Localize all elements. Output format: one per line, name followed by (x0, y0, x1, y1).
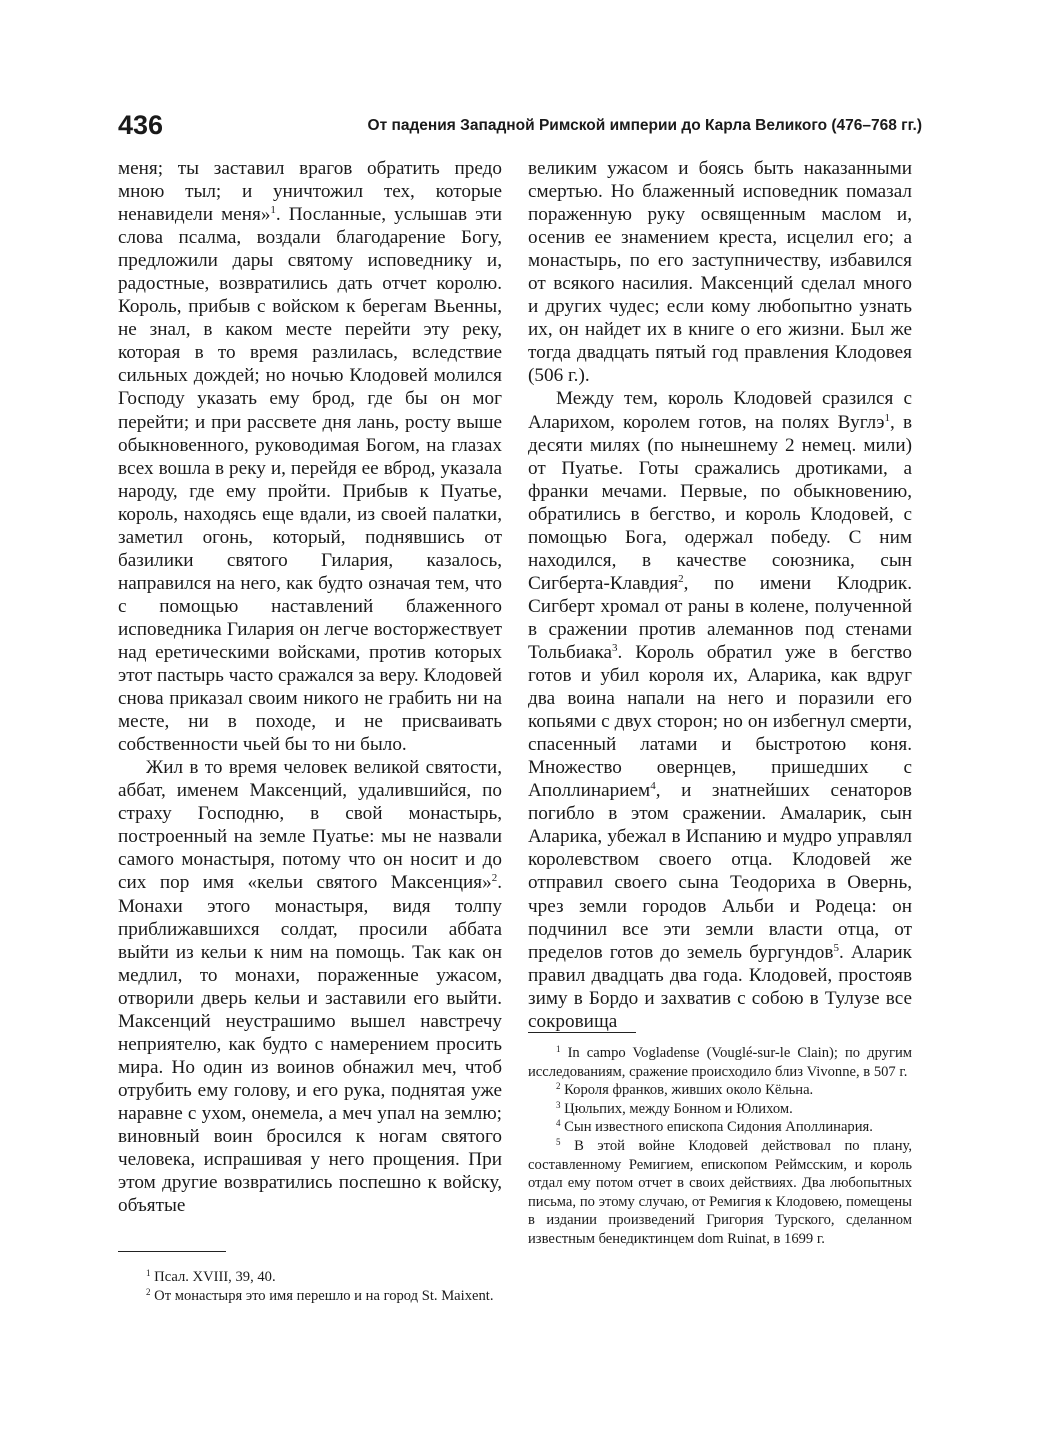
paragraph-text: , в десяти милях (по нынешнему 2 немец. мили) от Пуатье. Готы сражались дротиками, а франки мечами. Первые, по обыкновению, обратились в бегство, и король Клодовей, с помощью Бога, одержал победу. С ним находился, в качестве союзника, сын Сигберта-Клавдия (528, 411, 912, 594)
footnote-number: 1 (556, 1044, 561, 1054)
footnote (528, 1118, 912, 1137)
footnote (528, 1081, 912, 1100)
footnote-number: 5 (556, 1136, 561, 1147)
paragraph-text: великим ужасом и боясь быть наказанными смертью. Но блаженный исповедник помазал пораженную руку освященным маслом и, осенив ее знамением креста, исцелил его; а монастырь, по его заступничеству, избавился от всякого насилия. Максенций сделал много и других чудес; если кому любопытно узнать их, он найдет их в книге о его жизни. Был же тогда двадцать пятый год правления Клодовея (506 г.). (528, 158, 912, 387)
footnote-ref[interactable]: 4 (650, 780, 656, 793)
paragraph-text: . Посланные, услышав эти слова псалма, воздали благодарение Богу, предложили дары святому исповеднику и, радостные, возвратились дать отчет королю. Король, прибыв с войском к берегам Вьенны, не знал, в каком месте перейти эту реку, которая в то время разлилась, вследствие сильных дождей; но ночью Клодовей молился Господу указать ему брод, где бы он мог перейти; и при рассвете дня лань, росту выше обыкновенного, руководимая Богом, на глазах всех вошла в реку и, перейдя ее вброд, указала народу, где ему пройти. Прибыв к Пуатье, король, находясь еще вдали, из своей палатки, заметил огонь, который, поднявшись от базилики святого Гилария, казалось, направился на него, как будто означая тем, что с помощью наставлений блаженного исповедника Гилария он легче восторжествует над еретическими войсками, против которых этот пастырь часто сражался за веру. Клодовей снова приказал своим никого не грабить ни на месте, ни в походе, и не присваивать собственности чьей бы то ни было. (118, 204, 502, 756)
footnote-text: Псал. XVIII, 39, 40. (150, 1269, 276, 1285)
footnote-number: 2 (146, 1286, 151, 1297)
page-header (118, 108, 922, 148)
footnote-text: Сын известного епископа Сидония Аполлинария. (560, 1119, 873, 1136)
paragraph-text: , по имени Клодрик. Сигберт хромал от раны в колене, полученной в сражении против алеманнов под стенами Тольбиака (528, 572, 912, 663)
footnote-ref[interactable]: 2 (678, 572, 684, 585)
footnote-ref[interactable]: 2 (491, 872, 498, 885)
footnote-text: В этой войне Клодовей действовал по плану, составленному Ремигием, епископом Реймсским, и король отдал ему потом отчет в своих действиях. Два любопытных письма, по этому случаю, от Ремигия к Клодовею, помещены в издании произведений Григория Турского, сделанном известным бенедиктинцем dom Ruinat, в 1699 г. (528, 1137, 912, 1247)
footnote-text: Короля франков, живших около Кёльна. (560, 1082, 814, 1099)
footnote (118, 1287, 502, 1306)
footnote-number: 4 (556, 1118, 561, 1129)
running-title: От падения Западной Римской империи до Карла Великого (476–768 гг.) (367, 117, 922, 134)
right-column (528, 157, 912, 1033)
page-number: 436 (118, 110, 164, 140)
paragraph (118, 157, 502, 756)
footnote-number: 3 (556, 1099, 561, 1110)
paragraph-text: . Король обратил уже в бегство готов и убил короля их, Аларика, как вдруг два воина напали на него и поразили его копьями с двух сторон; но он избегнул смерти, спасенный латами и быстротою коня. Множество овернцев, пришедших с Аполлинарием (528, 641, 912, 802)
left-column (118, 157, 502, 1217)
footnote-text: Цюльпих, между Бонном и Юлихом. (560, 1100, 793, 1117)
footnote (118, 1268, 502, 1287)
paragraph-text: меня; ты заставил врагов обратить предо мною тыл; и уничтожил тех, которые ненавидели меня» (118, 158, 502, 226)
right-footnotes (528, 1044, 912, 1249)
footnote (528, 1044, 912, 1081)
footnote-ref[interactable]: 5 (833, 941, 839, 954)
footnote (528, 1137, 912, 1249)
left-footnotes (118, 1268, 502, 1305)
footnote-ref[interactable]: 1 (270, 204, 276, 217)
footnote-number: 1 (146, 1268, 151, 1278)
footnote-text: От монастыря это имя перешло и на город St. Maixent. (150, 1287, 494, 1304)
footnote-ref[interactable]: 3 (612, 641, 618, 654)
paragraph (118, 756, 502, 1217)
paragraph (528, 387, 912, 1032)
footnote-divider (528, 1032, 636, 1033)
footnote-text: In campo Vogladense (Vouglé-sur-le Clain); по другим исследованиям, сражение происходило близ Vivonne, в 507 г. (528, 1045, 912, 1080)
paragraph-text: Жил в то время человек великой святости, аббат, именем Максенций, удалившийся, по страху Господню, в свой монастырь, построенный на земле Пуатье: мы не назвали самого монастыря, потому что он носит и до сих пор имя «кельи святого Максенция» (118, 757, 502, 894)
footnote-number: 2 (556, 1081, 561, 1092)
footnote (528, 1100, 912, 1119)
paragraph-text: . Аларик правил двадцать два года. Клодовей, простояв зиму в Бордо и захватив с собою в Тулузе все сокровища (528, 941, 913, 1032)
paragraph-text: . Монахи этого монастыря, видя толпу приближавшихся солдат, просили аббата выйти из кельи к ним на помощь. Так как он медлил, то монахи, пораженные ужасом, отворили дверь кельи и заставили его выйти. Максенций неустрашимо вышел навстречу неприятелю, как будто с намерением просить мира. Но один из воинов обнажил меч, чтоб отрубить ему голову, и его рука, поднятая уже наравне с ухом, онемела, а меч упал на землю; виновный воин бросился к ногам святого человека, испрашивая у него прощения. При этом другие возвратились поспешно к войску, объятые (118, 872, 502, 1217)
footnote-ref[interactable]: 1 (884, 411, 890, 424)
paragraph (528, 157, 912, 387)
footnote-divider (118, 1251, 226, 1252)
paragraph-text: , и знатнейших сенаторов погибло в этом сражении. Амаларик, сын Аларика, убежал в Испанию и мудро управлял королевством своего отца. Клодовей же отправил своего сына Теодориха в Овернь, чрез земли городов Альби и Родеца: он подчинил все эти земли власти отца, от пределов готов до земель бургундов (528, 780, 912, 963)
paragraph-text: Между тем, король Клодовей сразился с Аларихом, королем готов, на полях Вуглэ (528, 388, 912, 433)
